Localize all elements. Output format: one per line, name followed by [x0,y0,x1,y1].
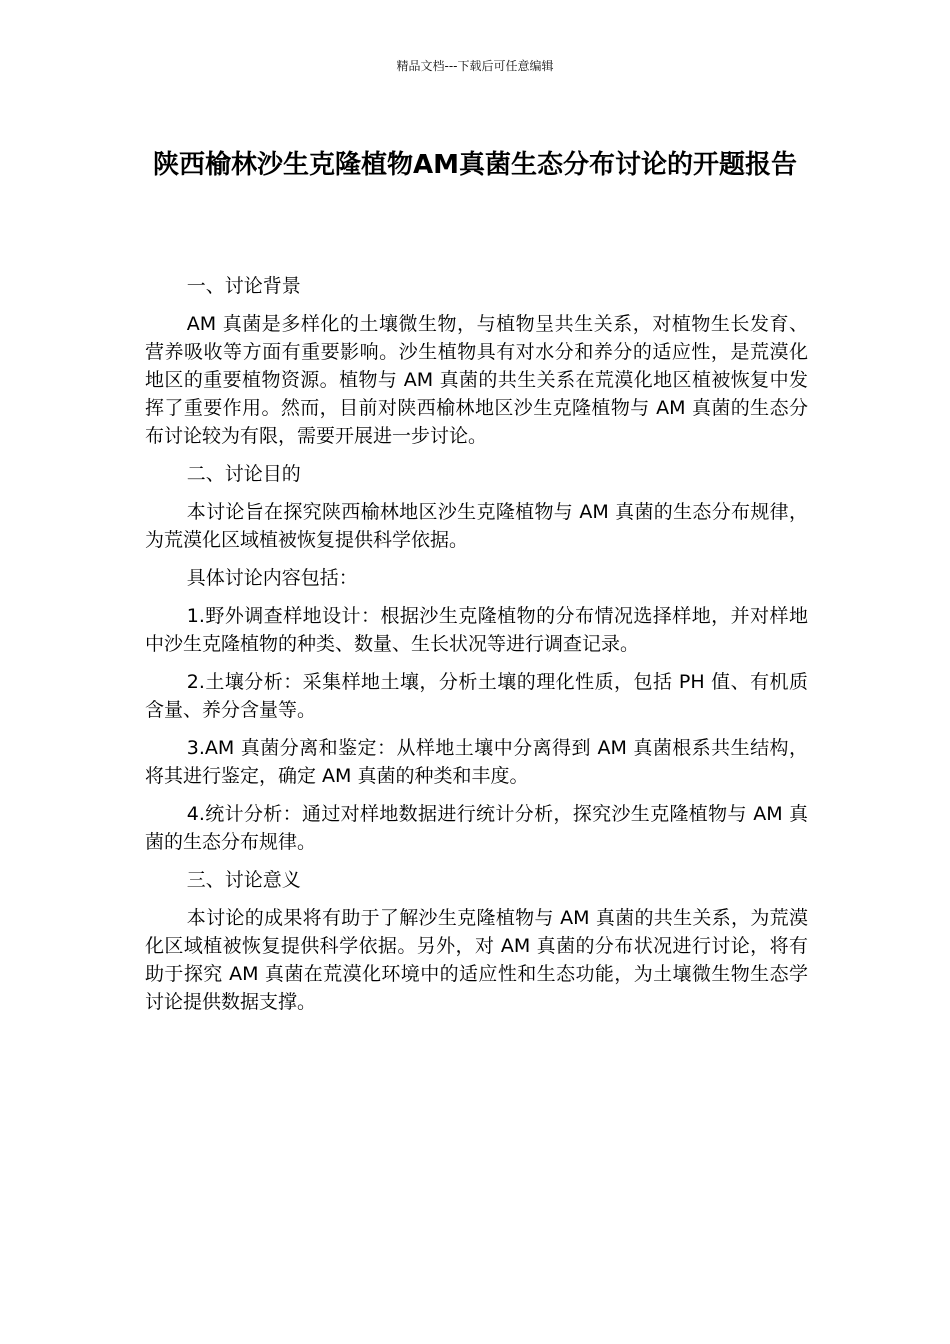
paragraph-content-intro: 具体讨论内容包括： [186,567,358,589]
list-item-field-survey: 1.野外调查样地设计：根据沙生克隆植物的分布情况选择样地，并对样地中沙生克隆植物的种类、数量、生长状况等进行调查记录。 [145,605,808,655]
header-note: 精品文档---下载后可任意编辑 [396,59,554,73]
section-heading-significance: 三、讨论意义 [186,869,301,891]
paragraph-background: AM 真菌是多样化的土壤微生物，与植物呈共生关系，对植物生长发育、营养吸收等方面有重要影响。沙生植物具有对水分和养分的适应性，是荒漠化地区的重要植物资源。植物与 AM 真菌的共生关系在荒漠化地区植被恢复中发挥了重要作用。然而，目前对陕西榆林地区沙生克隆植物与 AM 真菌的生态分布讨论较为有限，需要开展进一步讨论。 [145,313,808,447]
document-title: 陕西榆林沙生克隆植物AM真菌生态分布讨论的开题报告 [153,150,797,180]
section-heading-purpose: 二、讨论目的 [186,463,301,485]
list-item-am-isolation: 3.AM 真菌分离和鉴定：从样地土壤中分离得到 AM 真菌根系共生结构，将其进行鉴定，确定 AM 真菌的种类和丰度。 [145,737,808,787]
list-item-soil-analysis: 2.土壤分析：采集样地土壤，分析土壤的理化性质，包括 PH 值、有机质含量、养分含量等。 [145,671,808,721]
list-item-statistics: 4.统计分析：通过对样地数据进行统计分析，探究沙生克隆植物与 AM 真菌的生态分布规律。 [145,803,808,853]
paragraph-purpose: 本讨论旨在探究陕西榆林地区沙生克隆植物与 AM 真菌的生态分布规律，为荒漠化区域植被恢复提供科学依据。 [145,501,808,551]
section-heading-background: 一、讨论背景 [186,275,301,297]
document-body [145,272,808,1026]
paragraph-significance: 本讨论的成果将有助于了解沙生克隆植物与 AM 真菌的共生关系，为荒漠化区域植被恢复提供科学依据。另外，对 AM 真菌的分布状况进行讨论，将有助于探究 AM 真菌在荒漠化环境中的适应性和生态功能，为土壤微生物生态学讨论提供数据支撑。 [145,907,808,1013]
